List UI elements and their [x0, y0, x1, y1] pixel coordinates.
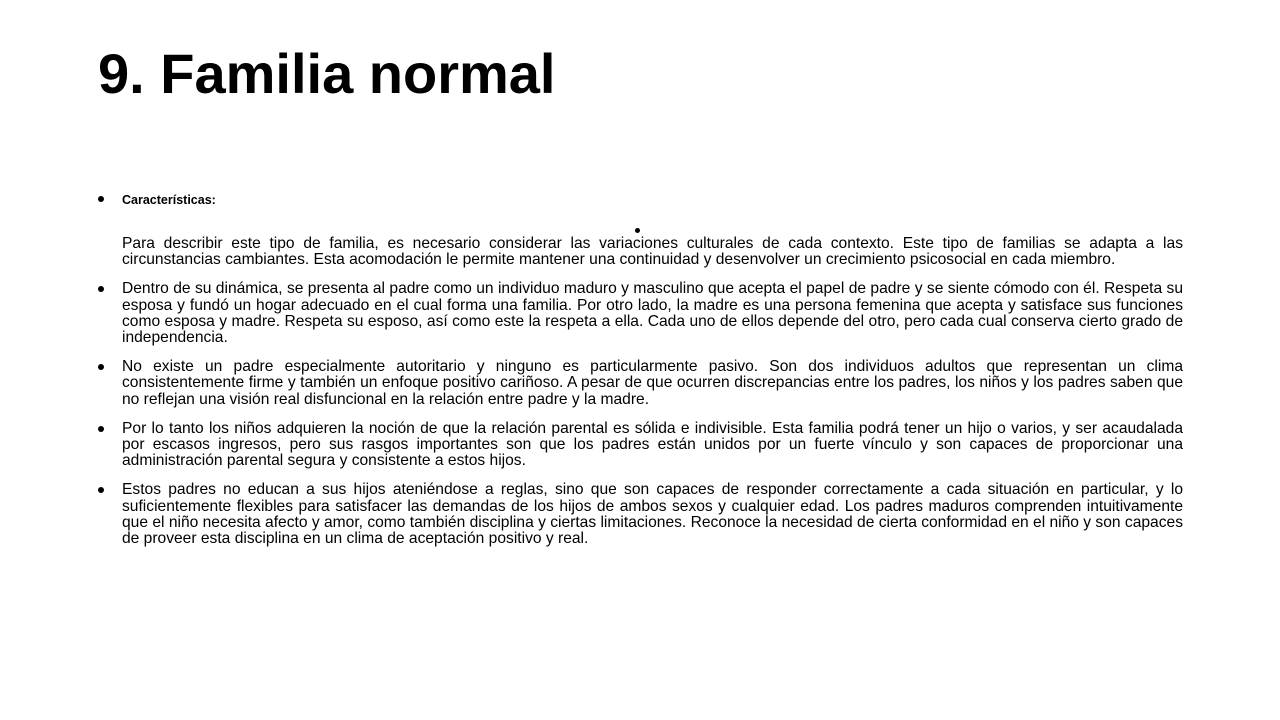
bullet-item-paragraph-1 [98, 236, 1183, 268]
bullet-item-paragraph-2 [98, 281, 1183, 346]
paragraph-text: Por lo tanto los niños adquieren la noción de que la relación parental es sólida e indivisible. Esta familia podrá tener un hijo o varios, y ser acaudalada por escasos ingresos, pero sus rasgos importantes son que los padres están unidos por un fuerte vínculo y son capaces de proporcionar una administración parental segura y consistente a estos hijos. [122, 419, 1183, 470]
bullet-item-paragraph-3 [98, 359, 1183, 408]
paragraph-text: Estos padres no educan a sus hijos ateniéndose a reglas, sino que son capaces de responder correctamente a cada situación en particular, y lo suficientemente flexibles para satisfacer las demandas de los hijos de ambos sexos y cualquier edad. Los padres maduros comprenden intuitivamente que el niño necesita afecto y amor, como también disciplina y ciertas limitaciones. Reconoce la necesidad de cierta conformidad en el niño y son capaces de proveer esta disciplina en un clima de aceptación positivo y real. [122, 481, 1183, 548]
bullet-item-paragraph-4 [98, 421, 1183, 470]
bullet-dot-icon [98, 196, 106, 204]
bullet-dot-icon [98, 487, 106, 495]
slide-title: 9. Familia normal [98, 42, 556, 105]
paragraph-text: Para describir este tipo de familia, es necesario considerar las variaciones culturales de cada contexto. Este tipo de familias se adapta a las circunstancias cambiantes. Esta acomodación le permite mantener una continuidad y desenvolver un crecimiento psicosocial en cada miembro. [122, 235, 1183, 269]
bullet-dot-icon [98, 286, 106, 294]
bullet-item-paragraph-5 [98, 482, 1183, 547]
section-heading: Características: [122, 193, 216, 207]
bullet-dot-icon [98, 364, 106, 372]
slide-body [98, 190, 1183, 547]
bullet-dot-icon [98, 426, 106, 434]
bullet-item-heading [98, 190, 1183, 212]
paragraph-text: Dentro de su dinámica, se presenta al padre como un individuo maduro y masculino que acepta el papel de padre y se siente cómodo con él. Respeta su esposa y fundó un hogar adecuado en el cual forma una familia. Por otro lado, la madre es una persona femenina que acepta y satisface sus funciones como esposa y madre. Respeta su esposo, así como este la respeta a ella. Cada uno de ellos depende del otro, pero cada cual conserva cierto grado de independencia. [122, 280, 1183, 347]
paragraph-text: No existe un padre especialmente autoritario y ninguno es particularmente pasivo. Son dos individuos adultos que representan un clima consistentemente firme y también un enfoque positivo cariñoso. A pesar de que ocurren discrepancias entre los padres, los niños y los padres saben que no reflejan una visión real disfuncional en la relación entre padre y la madre. [122, 358, 1183, 408]
bullet-dot-icon [635, 228, 641, 234]
